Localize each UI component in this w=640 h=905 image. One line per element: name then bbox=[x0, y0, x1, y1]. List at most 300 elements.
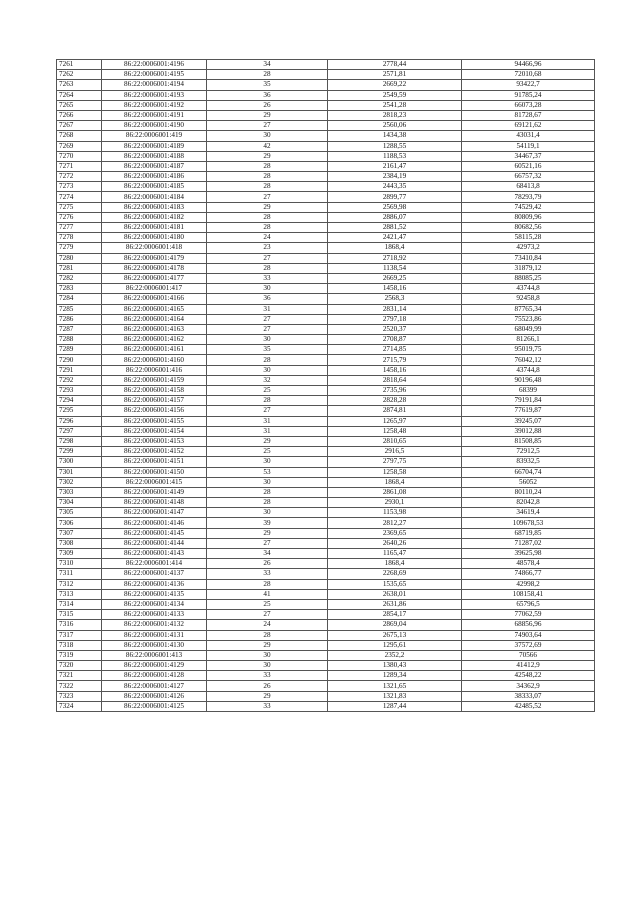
row-number-cell: 7314 bbox=[57, 599, 102, 609]
table-row bbox=[57, 701, 595, 711]
rate-cell: 1153,98 bbox=[328, 508, 462, 518]
value-cell: 31879,12 bbox=[462, 263, 595, 273]
table-row bbox=[57, 671, 595, 681]
count-cell: 39 bbox=[207, 518, 328, 528]
count-cell: 30 bbox=[207, 335, 328, 345]
rate-cell: 2708,87 bbox=[328, 335, 462, 345]
row-number-cell: 7280 bbox=[57, 253, 102, 263]
table-row bbox=[57, 182, 595, 192]
value-cell: 90196,48 bbox=[462, 375, 595, 385]
table-row bbox=[57, 640, 595, 650]
cadastral-number-cell: 86:22:0006001:4179 bbox=[102, 253, 207, 263]
cadastral-number-cell: 86:22:0006001:4156 bbox=[102, 406, 207, 416]
row-number-cell: 7304 bbox=[57, 498, 102, 508]
count-cell: 30 bbox=[207, 661, 328, 671]
row-number-cell: 7289 bbox=[57, 345, 102, 355]
row-number-cell: 7277 bbox=[57, 223, 102, 233]
table-row bbox=[57, 365, 595, 375]
table-row bbox=[57, 90, 595, 100]
count-cell: 41 bbox=[207, 589, 328, 599]
count-cell: 26 bbox=[207, 681, 328, 691]
rate-cell: 1868,4 bbox=[328, 243, 462, 253]
value-cell: 74866,77 bbox=[462, 569, 595, 579]
count-cell: 30 bbox=[207, 131, 328, 141]
value-cell: 88085,25 bbox=[462, 273, 595, 283]
table-row bbox=[57, 121, 595, 131]
rate-cell: 2384,19 bbox=[328, 172, 462, 182]
row-number-cell: 7273 bbox=[57, 182, 102, 192]
count-cell: 25 bbox=[207, 447, 328, 457]
table-row bbox=[57, 324, 595, 334]
cadastral-number-cell: 86:22:0006001:4183 bbox=[102, 202, 207, 212]
table-row bbox=[57, 661, 595, 671]
cadastral-number-cell: 86:22:0006001:4155 bbox=[102, 416, 207, 426]
value-cell: 43744,8 bbox=[462, 284, 595, 294]
row-number-cell: 7271 bbox=[57, 161, 102, 171]
rate-cell: 2520,37 bbox=[328, 324, 462, 334]
value-cell: 68413,8 bbox=[462, 182, 595, 192]
value-cell: 39012,88 bbox=[462, 426, 595, 436]
row-number-cell: 7310 bbox=[57, 559, 102, 569]
value-cell: 70566 bbox=[462, 650, 595, 660]
rate-cell: 1458,16 bbox=[328, 284, 462, 294]
rate-cell: 2560,06 bbox=[328, 121, 462, 131]
table-row bbox=[57, 508, 595, 518]
row-number-cell: 7294 bbox=[57, 396, 102, 406]
cadastral-number-cell: 86:22:0006001:4189 bbox=[102, 141, 207, 151]
row-number-cell: 7320 bbox=[57, 661, 102, 671]
cadastral-number-cell: 86:22:0006001:4187 bbox=[102, 161, 207, 171]
rate-cell: 1165,47 bbox=[328, 549, 462, 559]
table-row bbox=[57, 80, 595, 90]
table-row bbox=[57, 335, 595, 345]
value-cell: 74903,64 bbox=[462, 630, 595, 640]
row-number-cell: 7321 bbox=[57, 671, 102, 681]
cadastral-number-cell: 86:22:0006001:4152 bbox=[102, 447, 207, 457]
value-cell: 69121,62 bbox=[462, 121, 595, 131]
rate-cell: 2571,81 bbox=[328, 70, 462, 80]
row-number-cell: 7324 bbox=[57, 701, 102, 711]
value-cell: 41412,9 bbox=[462, 661, 595, 671]
cadastral-number-cell: 86:22:0006001:4163 bbox=[102, 324, 207, 334]
cadastral-number-cell: 86:22:0006001:414 bbox=[102, 559, 207, 569]
cadastral-number-cell: 86:22:0006001:4135 bbox=[102, 589, 207, 599]
cadastral-number-cell: 86:22:0006001:4164 bbox=[102, 314, 207, 324]
table-row bbox=[57, 477, 595, 487]
count-cell: 35 bbox=[207, 80, 328, 90]
row-number-cell: 7279 bbox=[57, 243, 102, 253]
cadastral-number-cell: 86:22:0006001:4161 bbox=[102, 345, 207, 355]
table-row bbox=[57, 559, 595, 569]
cadastral-number-cell: 86:22:0006001:4195 bbox=[102, 70, 207, 80]
count-cell: 27 bbox=[207, 324, 328, 334]
table-row bbox=[57, 100, 595, 110]
value-cell: 60521,16 bbox=[462, 161, 595, 171]
table-row bbox=[57, 386, 595, 396]
row-number-cell: 7269 bbox=[57, 141, 102, 151]
value-cell: 94466,96 bbox=[462, 60, 595, 70]
rate-cell: 2899,77 bbox=[328, 192, 462, 202]
row-number-cell: 7322 bbox=[57, 681, 102, 691]
table-row bbox=[57, 630, 595, 640]
count-cell: 28 bbox=[207, 579, 328, 589]
rate-cell: 1321,65 bbox=[328, 681, 462, 691]
value-cell: 73410,84 bbox=[462, 253, 595, 263]
row-number-cell: 7270 bbox=[57, 151, 102, 161]
rate-cell: 2549,59 bbox=[328, 90, 462, 100]
cadastral-number-cell: 86:22:0006001:413 bbox=[102, 650, 207, 660]
row-number-cell: 7272 bbox=[57, 172, 102, 182]
cadastral-number-cell: 86:22:0006001:4162 bbox=[102, 335, 207, 345]
count-cell: 28 bbox=[207, 70, 328, 80]
cadastral-number-cell: 86:22:0006001:4143 bbox=[102, 549, 207, 559]
value-cell: 43744,8 bbox=[462, 365, 595, 375]
cadastral-number-cell: 86:22:0006001:4190 bbox=[102, 121, 207, 131]
table-row bbox=[57, 467, 595, 477]
row-number-cell: 7276 bbox=[57, 212, 102, 222]
cadastral-number-cell: 86:22:0006001:417 bbox=[102, 284, 207, 294]
rate-cell: 1458,16 bbox=[328, 365, 462, 375]
cadastral-number-cell: 86:22:0006001:4133 bbox=[102, 610, 207, 620]
rate-cell: 2886,07 bbox=[328, 212, 462, 222]
cadastral-number-cell: 86:22:0006001:4177 bbox=[102, 273, 207, 283]
count-cell: 33 bbox=[207, 671, 328, 681]
table-row bbox=[57, 172, 595, 182]
value-cell: 37572,69 bbox=[462, 640, 595, 650]
count-cell: 24 bbox=[207, 233, 328, 243]
count-cell: 30 bbox=[207, 284, 328, 294]
count-cell: 35 bbox=[207, 345, 328, 355]
count-cell: 33 bbox=[207, 273, 328, 283]
cadastral-number-cell: 86:22:0006001:4132 bbox=[102, 620, 207, 630]
rate-cell: 2828,28 bbox=[328, 396, 462, 406]
cadastral-number-cell: 86:22:0006001:4181 bbox=[102, 223, 207, 233]
value-cell: 80809,96 bbox=[462, 212, 595, 222]
value-cell: 78293,79 bbox=[462, 192, 595, 202]
rate-cell: 2854,17 bbox=[328, 610, 462, 620]
row-number-cell: 7284 bbox=[57, 294, 102, 304]
cadastral-number-cell: 86:22:0006001:4166 bbox=[102, 294, 207, 304]
row-number-cell: 7306 bbox=[57, 518, 102, 528]
count-cell: 28 bbox=[207, 223, 328, 233]
row-number-cell: 7283 bbox=[57, 284, 102, 294]
rate-cell: 2797,75 bbox=[328, 457, 462, 467]
cadastral-number-cell: 86:22:0006001:4186 bbox=[102, 172, 207, 182]
table-row bbox=[57, 273, 595, 283]
cadastral-number-cell: 86:22:0006001:4165 bbox=[102, 304, 207, 314]
value-cell: 66073,28 bbox=[462, 100, 595, 110]
value-cell: 83932,5 bbox=[462, 457, 595, 467]
value-cell: 81508,85 bbox=[462, 436, 595, 446]
value-cell: 42998,2 bbox=[462, 579, 595, 589]
count-cell: 26 bbox=[207, 559, 328, 569]
count-cell: 27 bbox=[207, 538, 328, 548]
count-cell: 28 bbox=[207, 182, 328, 192]
row-number-cell: 7312 bbox=[57, 579, 102, 589]
cadastral-number-cell: 86:22:0006001:4144 bbox=[102, 538, 207, 548]
table-row bbox=[57, 487, 595, 497]
rate-cell: 1380,43 bbox=[328, 661, 462, 671]
row-number-cell: 7292 bbox=[57, 375, 102, 385]
value-cell: 58115,28 bbox=[462, 233, 595, 243]
cadastral-number-cell: 86:22:0006001:4128 bbox=[102, 671, 207, 681]
table-row bbox=[57, 579, 595, 589]
row-number-cell: 7274 bbox=[57, 192, 102, 202]
value-cell: 65796,5 bbox=[462, 599, 595, 609]
count-cell: 30 bbox=[207, 365, 328, 375]
value-cell: 77619,87 bbox=[462, 406, 595, 416]
rate-cell: 1258,48 bbox=[328, 426, 462, 436]
row-number-cell: 7291 bbox=[57, 365, 102, 375]
count-cell: 28 bbox=[207, 212, 328, 222]
cadastral-number-cell: 86:22:0006001:4188 bbox=[102, 151, 207, 161]
table-row bbox=[57, 610, 595, 620]
count-cell: 30 bbox=[207, 508, 328, 518]
row-number-cell: 7282 bbox=[57, 273, 102, 283]
table-row bbox=[57, 436, 595, 446]
rate-cell: 1138,54 bbox=[328, 263, 462, 273]
count-cell: 23 bbox=[207, 243, 328, 253]
row-number-cell: 7295 bbox=[57, 406, 102, 416]
table-row bbox=[57, 426, 595, 436]
table-row bbox=[57, 243, 595, 253]
count-cell: 28 bbox=[207, 630, 328, 640]
rate-cell: 2869,04 bbox=[328, 620, 462, 630]
cadastral-number-cell: 86:22:0006001:4194 bbox=[102, 80, 207, 90]
row-number-cell: 7318 bbox=[57, 640, 102, 650]
table-row bbox=[57, 620, 595, 630]
count-cell: 42 bbox=[207, 141, 328, 151]
table-row bbox=[57, 375, 595, 385]
cadastral-number-cell: 86:22:0006001:4159 bbox=[102, 375, 207, 385]
row-number-cell: 7285 bbox=[57, 304, 102, 314]
row-number-cell: 7262 bbox=[57, 70, 102, 80]
count-cell: 29 bbox=[207, 436, 328, 446]
count-cell: 27 bbox=[207, 192, 328, 202]
row-number-cell: 7261 bbox=[57, 60, 102, 70]
count-cell: 29 bbox=[207, 640, 328, 650]
value-cell: 56052 bbox=[462, 477, 595, 487]
row-number-cell: 7296 bbox=[57, 416, 102, 426]
row-number-cell: 7316 bbox=[57, 620, 102, 630]
cadastral-number-cell: 86:22:0006001:4154 bbox=[102, 426, 207, 436]
cadastral-number-cell: 86:22:0006001:4160 bbox=[102, 355, 207, 365]
value-cell: 74529,42 bbox=[462, 202, 595, 212]
table-row bbox=[57, 60, 595, 70]
value-cell: 72912,5 bbox=[462, 447, 595, 457]
table-row bbox=[57, 263, 595, 273]
rate-cell: 2735,96 bbox=[328, 386, 462, 396]
row-number-cell: 7305 bbox=[57, 508, 102, 518]
rate-cell: 2352,2 bbox=[328, 650, 462, 660]
value-cell: 68049,99 bbox=[462, 324, 595, 334]
row-number-cell: 7299 bbox=[57, 447, 102, 457]
count-cell: 53 bbox=[207, 467, 328, 477]
row-number-cell: 7281 bbox=[57, 263, 102, 273]
row-number-cell: 7264 bbox=[57, 90, 102, 100]
table-row bbox=[57, 538, 595, 548]
value-cell: 48578,4 bbox=[462, 559, 595, 569]
value-cell: 75523,86 bbox=[462, 314, 595, 324]
rate-cell: 2916,5 bbox=[328, 447, 462, 457]
rate-cell: 1289,34 bbox=[328, 671, 462, 681]
value-cell: 39625,98 bbox=[462, 549, 595, 559]
table-row bbox=[57, 416, 595, 426]
cadastral-number-cell: 86:22:0006001:4127 bbox=[102, 681, 207, 691]
count-cell: 28 bbox=[207, 396, 328, 406]
row-number-cell: 7267 bbox=[57, 121, 102, 131]
cadastral-number-cell: 86:22:0006001:4134 bbox=[102, 599, 207, 609]
value-cell: 81728,67 bbox=[462, 110, 595, 120]
table-row bbox=[57, 549, 595, 559]
value-cell: 82042,8 bbox=[462, 498, 595, 508]
row-number-cell: 7308 bbox=[57, 538, 102, 548]
count-cell: 27 bbox=[207, 253, 328, 263]
count-cell: 26 bbox=[207, 100, 328, 110]
cadastral-number-cell: 86:22:0006001:4149 bbox=[102, 487, 207, 497]
value-cell: 68399 bbox=[462, 386, 595, 396]
cadastral-number-cell: 86:22:0006001:4184 bbox=[102, 192, 207, 202]
count-cell: 36 bbox=[207, 294, 328, 304]
table-row bbox=[57, 212, 595, 222]
row-number-cell: 7263 bbox=[57, 80, 102, 90]
rate-cell: 1287,44 bbox=[328, 701, 462, 711]
value-cell: 34362,9 bbox=[462, 681, 595, 691]
rate-cell: 2161,47 bbox=[328, 161, 462, 171]
rate-cell: 2541,28 bbox=[328, 100, 462, 110]
value-cell: 79191,84 bbox=[462, 396, 595, 406]
value-cell: 109678,53 bbox=[462, 518, 595, 528]
table-row bbox=[57, 457, 595, 467]
table-row bbox=[57, 304, 595, 314]
count-cell: 28 bbox=[207, 161, 328, 171]
cadastral-number-cell: 86:22:0006001:4193 bbox=[102, 90, 207, 100]
cadastral-number-cell: 86:22:0006001:4191 bbox=[102, 110, 207, 120]
row-number-cell: 7265 bbox=[57, 100, 102, 110]
row-number-cell: 7311 bbox=[57, 569, 102, 579]
table-row bbox=[57, 192, 595, 202]
count-cell: 36 bbox=[207, 90, 328, 100]
count-cell: 24 bbox=[207, 620, 328, 630]
rate-cell: 2369,65 bbox=[328, 528, 462, 538]
cadastral-number-cell: 86:22:0006001:4151 bbox=[102, 457, 207, 467]
rate-cell: 2718,92 bbox=[328, 253, 462, 263]
value-cell: 71287,02 bbox=[462, 538, 595, 548]
cadastral-number-cell: 86:22:0006001:4153 bbox=[102, 436, 207, 446]
row-number-cell: 7275 bbox=[57, 202, 102, 212]
count-cell: 34 bbox=[207, 549, 328, 559]
table-row bbox=[57, 599, 595, 609]
count-cell: 29 bbox=[207, 202, 328, 212]
rate-cell: 1188,53 bbox=[328, 151, 462, 161]
table-row bbox=[57, 447, 595, 457]
count-cell: 30 bbox=[207, 477, 328, 487]
value-cell: 80110,24 bbox=[462, 487, 595, 497]
cadastral-number-cell: 86:22:0006001:4185 bbox=[102, 182, 207, 192]
count-cell: 31 bbox=[207, 416, 328, 426]
value-cell: 54119,1 bbox=[462, 141, 595, 151]
cadastral-number-cell: 86:22:0006001:416 bbox=[102, 365, 207, 375]
table-row bbox=[57, 396, 595, 406]
count-cell: 25 bbox=[207, 386, 328, 396]
table-body bbox=[57, 60, 595, 712]
value-cell: 91785,24 bbox=[462, 90, 595, 100]
rate-cell: 2675,13 bbox=[328, 630, 462, 640]
rate-cell: 2669,25 bbox=[328, 273, 462, 283]
table-row bbox=[57, 253, 595, 263]
rate-cell: 2812,27 bbox=[328, 518, 462, 528]
table-row bbox=[57, 345, 595, 355]
rate-cell: 2778,44 bbox=[328, 60, 462, 70]
cadastral-number-cell: 86:22:0006001:4125 bbox=[102, 701, 207, 711]
count-cell: 29 bbox=[207, 528, 328, 538]
row-number-cell: 7317 bbox=[57, 630, 102, 640]
row-number-cell: 7287 bbox=[57, 324, 102, 334]
cadastral-number-cell: 86:22:0006001:4137 bbox=[102, 569, 207, 579]
value-cell: 38333,07 bbox=[462, 691, 595, 701]
rate-cell: 2797,18 bbox=[328, 314, 462, 324]
rate-cell: 2569,98 bbox=[328, 202, 462, 212]
count-cell: 27 bbox=[207, 314, 328, 324]
cadastral-number-cell: 86:22:0006001:418 bbox=[102, 243, 207, 253]
rate-cell: 2268,69 bbox=[328, 569, 462, 579]
count-cell: 28 bbox=[207, 355, 328, 365]
value-cell: 68719,85 bbox=[462, 528, 595, 538]
count-cell: 27 bbox=[207, 610, 328, 620]
table-row bbox=[57, 70, 595, 80]
rate-cell: 2640,26 bbox=[328, 538, 462, 548]
rate-cell: 1868,4 bbox=[328, 559, 462, 569]
rate-cell: 2669,22 bbox=[328, 80, 462, 90]
row-number-cell: 7319 bbox=[57, 650, 102, 660]
count-cell: 29 bbox=[207, 151, 328, 161]
table-row bbox=[57, 294, 595, 304]
value-cell: 108158,41 bbox=[462, 589, 595, 599]
table-row bbox=[57, 528, 595, 538]
cadastral-number-cell: 86:22:0006001:4146 bbox=[102, 518, 207, 528]
rate-cell: 1265,97 bbox=[328, 416, 462, 426]
row-number-cell: 7298 bbox=[57, 436, 102, 446]
cadastral-number-cell: 86:22:0006001:4192 bbox=[102, 100, 207, 110]
value-cell: 42973,2 bbox=[462, 243, 595, 253]
rate-cell: 2810,65 bbox=[328, 436, 462, 446]
rate-cell: 1321,83 bbox=[328, 691, 462, 701]
table-row bbox=[57, 131, 595, 141]
table-row bbox=[57, 110, 595, 120]
table-row bbox=[57, 406, 595, 416]
table-row bbox=[57, 202, 595, 212]
table-row bbox=[57, 355, 595, 365]
count-cell: 32 bbox=[207, 375, 328, 385]
count-cell: 28 bbox=[207, 498, 328, 508]
row-number-cell: 7293 bbox=[57, 386, 102, 396]
rate-cell: 2421,47 bbox=[328, 233, 462, 243]
rate-cell: 2874,81 bbox=[328, 406, 462, 416]
count-cell: 30 bbox=[207, 457, 328, 467]
value-cell: 34619,4 bbox=[462, 508, 595, 518]
rate-cell: 1295,61 bbox=[328, 640, 462, 650]
row-number-cell: 7313 bbox=[57, 589, 102, 599]
cadastral-number-cell: 86:22:0006001:4147 bbox=[102, 508, 207, 518]
row-number-cell: 7278 bbox=[57, 233, 102, 243]
count-cell: 29 bbox=[207, 691, 328, 701]
table-row bbox=[57, 161, 595, 171]
value-cell: 72010,68 bbox=[462, 70, 595, 80]
value-cell: 81266,1 bbox=[462, 335, 595, 345]
count-cell: 34 bbox=[207, 60, 328, 70]
cadastral-number-cell: 86:22:0006001:4178 bbox=[102, 263, 207, 273]
count-cell: 30 bbox=[207, 650, 328, 660]
